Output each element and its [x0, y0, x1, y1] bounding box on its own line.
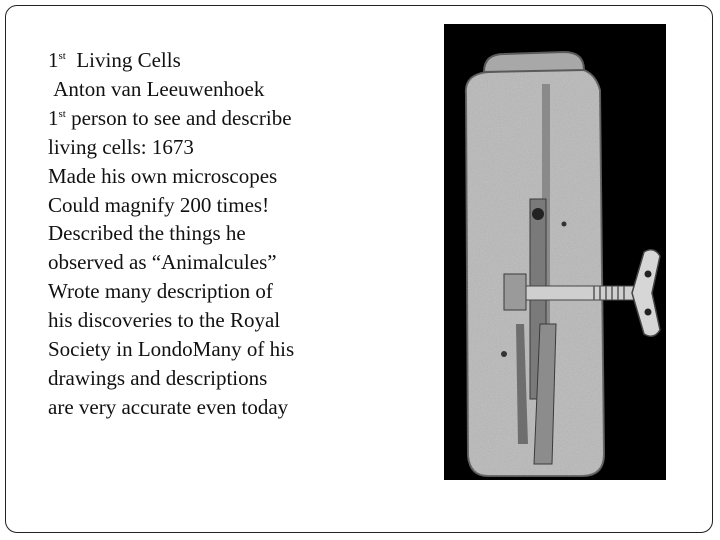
scientist-name-text: Anton van Leeuwenhoek [53, 76, 265, 101]
body-line: drawings and descriptions [48, 365, 268, 390]
slide-text-block [48, 46, 378, 422]
body-line: Described the things he [48, 221, 246, 246]
title-text: Living Cells [76, 48, 181, 72]
first-line-text: person to see and describe [71, 105, 292, 130]
body-line: Wrote many description of [48, 279, 273, 304]
body-line: his discoveries to the Royal [48, 308, 281, 333]
first-person-line [48, 104, 378, 133]
title-number: 1 [48, 48, 59, 72]
first-line-superscript: st [58, 107, 66, 120]
body-line: Could magnify 200 times! [48, 192, 270, 217]
microscope-illustration [444, 24, 666, 480]
body-line: are very accurate even today [48, 394, 289, 419]
title-superscript: st [58, 49, 66, 62]
focus-screw [514, 286, 634, 300]
microscope-photo [444, 24, 666, 480]
body-line: living cells: 1673 [48, 134, 194, 159]
body-line: Society in LondoMany of his [48, 337, 295, 362]
body-line: observed as “Animalcules” [48, 250, 277, 275]
slide-title [48, 46, 378, 75]
first-line-number: 1 [48, 105, 59, 130]
body-line: Made his own microscopes [48, 163, 278, 188]
scientist-name [48, 75, 378, 104]
